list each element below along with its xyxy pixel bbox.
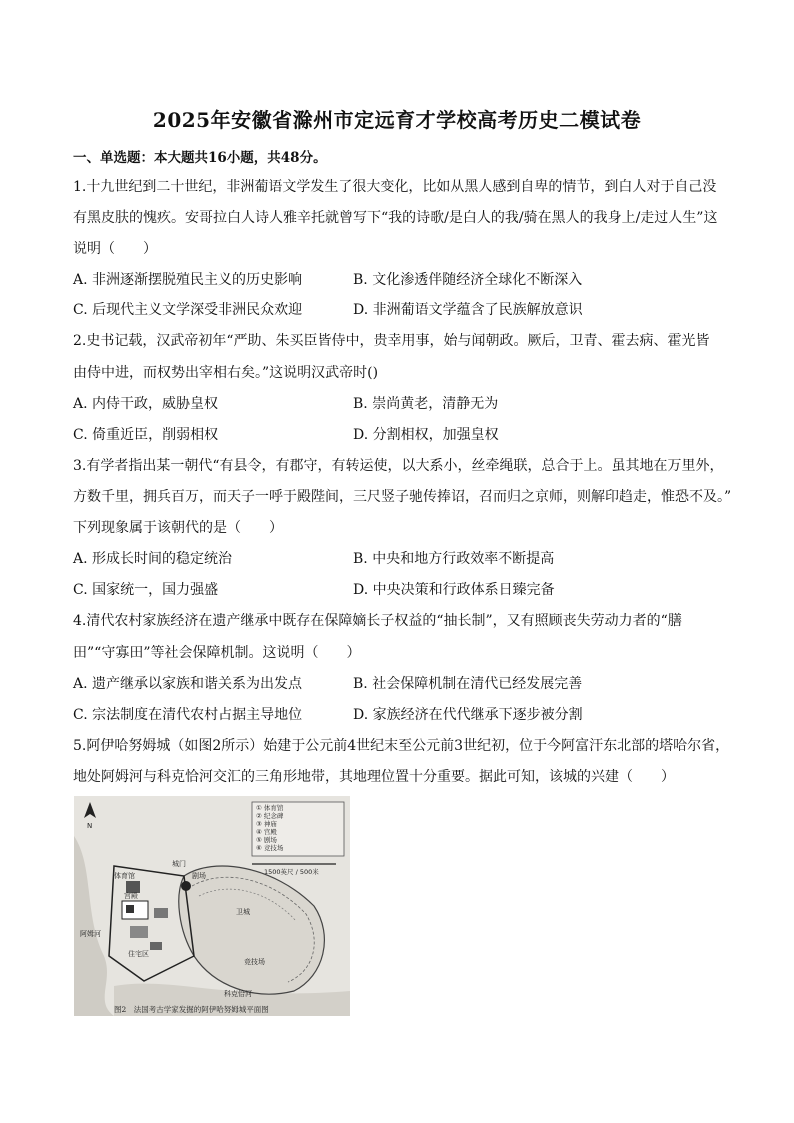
map-label: 阿姆河 <box>80 930 101 938</box>
legend-entry: ④ 宫殿 <box>256 828 277 836</box>
map-label: 卫城 <box>236 908 250 916</box>
legend-entry: ⑥ 竞技场 <box>256 844 284 852</box>
q2-option-d[interactable]: D. 分割相权，加强皇权 <box>353 427 499 443</box>
q4-option-b[interactable]: B. 社会保障机制在清代已经发展完善 <box>353 676 583 692</box>
q2-line-1: 2.史书记载，汉武帝初年“严助、朱买臣皆侍中，贵幸用事，始与闻朝政。厥后，卫青、霍去病、霍光皆 <box>73 333 710 349</box>
legend-entry: ⑤ 剧场 <box>256 836 277 844</box>
q4-option-d[interactable]: D. 家族经济在代代继承下逐步被分割 <box>353 707 583 723</box>
q3-option-a[interactable]: A. 形成长时间的稳定统治 <box>73 551 233 567</box>
q2-line-2: 由侍中进，而权势出宰相右矣。”这说明汉武帝时() <box>73 365 379 381</box>
ai-khanoum-site-map <box>74 796 350 1016</box>
building-houses <box>130 926 148 938</box>
q3-line-1: 3.有学者指出某一朝代“有县令，有郡守，有转运使，以大系小，丝牵绳联，总合于上。虽其地在万里外， <box>73 458 724 474</box>
q1-line-2: 有黑皮肤的愧疚。安哥拉白人诗人雅辛托就曾写下“我的诗歌/是白人的我/骑在黑人的我身上/走过人生”这 <box>73 210 718 226</box>
q3-line-2: 方数千里，拥兵百万，而天子一呼于殿陛间，三尺竖子驰传捧诏，召而归之京师，则解印趋走，惟恐不及。” <box>73 489 732 505</box>
map-label: 宫殿 <box>124 892 138 900</box>
map-label: 科克恰河 <box>224 990 252 998</box>
q4-option-c[interactable]: C. 宗法制度在清代农村占据主导地位 <box>73 707 303 723</box>
q4-line-1: 4.清代农村家族经济在遗产继承中既存在保障嫡长子权益的“抽长制”，又有照顾丧失劳动力者的“膳 <box>73 613 682 629</box>
document-title: 2025年安徽省滁州市定远育才学校高考历史二模试卷 <box>152 108 642 132</box>
map-label: 竞技场 <box>244 958 265 966</box>
q4-option-a[interactable]: A. 遗产继承以家族和谐关系为出发点 <box>73 676 303 692</box>
map-label: 剧场 <box>192 872 206 880</box>
q1-option-b[interactable]: B. 文化渗透伴随经济全球化不断深入 <box>353 272 583 288</box>
section-heading: 一、单选题：本大题共16小题，共48分。 <box>73 150 327 166</box>
legend-entry: ① 体育馆 <box>256 804 284 812</box>
q2-option-a[interactable]: A. 内侍干政，威胁皇权 <box>73 396 219 412</box>
building-palace <box>122 901 148 919</box>
theatre-marker <box>181 881 191 891</box>
map-label: 体育馆 <box>114 872 135 880</box>
q2-option-c[interactable]: C. 倚重近臣，削弱相权 <box>73 427 219 443</box>
building-arsenal <box>150 942 162 950</box>
q4-line-2: 田”“守寡田”等社会保障机制。这说明（ ） <box>73 645 361 661</box>
scale-text: 1500英尺 / 500米 <box>264 868 319 876</box>
q5-line-1: 5.阿伊哈努姆城（如图2所示）始建于公元前4世纪末至公元前3世纪初，位于今阿富汗东北部的塔哈尔省， <box>73 738 730 754</box>
q3-option-b[interactable]: B. 中央和地方行政效率不断提高 <box>353 551 555 567</box>
q3-option-c[interactable]: C. 国家统一，国力强盛 <box>73 582 219 598</box>
q1-option-a[interactable]: A. 非洲逐渐摆脱殖民主义的历史影响 <box>73 272 303 288</box>
q3-option-d[interactable]: D. 中央决策和行政体系日臻完备 <box>353 582 555 598</box>
q1-option-d[interactable]: D. 非洲葡语文学蕴含了民族解放意识 <box>353 302 583 318</box>
map-label: 城门 <box>172 860 186 868</box>
map-label: 住宅区 <box>128 950 149 958</box>
north-label: N <box>87 822 93 830</box>
q1-option-c[interactable]: C. 后现代主义文学深受非洲民众欢迎 <box>73 302 303 318</box>
q3-line-3: 下列现象属于该朝代的是（ ） <box>73 520 283 536</box>
q1-line-1: 1.十九世纪到二十世纪，非洲葡语文学发生了很大变化，比如从黑人感到自卑的情节，到白人对于自己没 <box>73 179 717 195</box>
figure-caption: 图2 法国考古学家发掘的阿伊哈努姆城平面图 <box>114 1005 269 1014</box>
building-palace-court <box>126 905 134 913</box>
q2-option-b[interactable]: B. 崇尚黄老，清静无为 <box>353 396 499 412</box>
building-temple <box>154 908 168 918</box>
q1-line-3: 说明（ ） <box>73 241 157 257</box>
q5-line-2: 地处阿姆河与科克恰河交汇的三角形地带，其地理位置十分重要。据此可知，该城的兴建（ ） <box>73 769 675 785</box>
legend-entry: ② 纪念碑 <box>256 812 284 820</box>
legend-entry: ③ 神庙 <box>256 820 277 828</box>
